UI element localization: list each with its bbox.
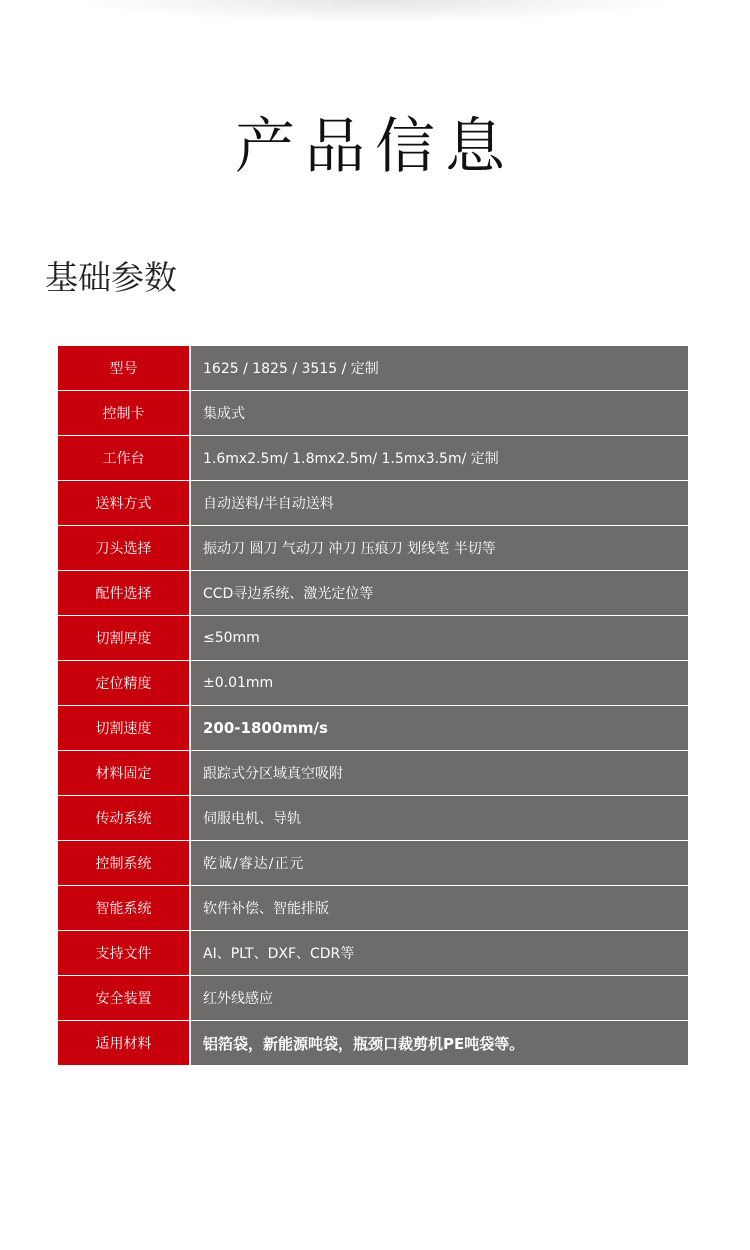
spec-row-cutting-speed xyxy=(58,706,688,750)
spec-row-accessories xyxy=(58,571,688,615)
spec-label: 支持文件 xyxy=(58,931,189,975)
spec-value: 跟踪式分区域真空吸附 xyxy=(191,751,688,795)
spec-value: 伺服电机、导轨 xyxy=(191,796,688,840)
spec-row-transmission-system xyxy=(58,796,688,840)
spec-value: ±0.01mm xyxy=(191,661,688,705)
spec-row-applicable-materials xyxy=(58,1021,688,1065)
spec-row-supported-files xyxy=(58,931,688,975)
spec-value: 1625 / 1825 / 3515 / 定制 xyxy=(191,346,688,390)
spec-row-intelligent-system xyxy=(58,886,688,930)
spec-label: 适用材料 xyxy=(58,1021,189,1065)
spec-label: 刀头选择 xyxy=(58,526,189,570)
spec-row-material-fixing xyxy=(58,751,688,795)
page-title: 产品信息 xyxy=(235,112,515,182)
spec-value: 乾诚/睿达/正元 xyxy=(191,841,688,885)
spec-label: 控制系统 xyxy=(58,841,189,885)
spec-label: 安全装置 xyxy=(58,976,189,1020)
spec-value: AI、PLT、DXF、CDR等 xyxy=(191,931,688,975)
spec-row-control-system xyxy=(58,841,688,885)
spec-row-tool-head xyxy=(58,526,688,570)
spec-label: 型号 xyxy=(58,346,189,390)
spec-row-control-card xyxy=(58,391,688,435)
spec-value: 集成式 xyxy=(191,391,688,435)
spec-label: 定位精度 xyxy=(58,661,189,705)
spec-value: ≤50mm xyxy=(191,616,688,660)
top-shadow-decoration xyxy=(90,0,660,22)
spec-value: 铝箔袋，新能源吨袋，瓶颈口裁剪机PE吨袋等。 xyxy=(191,1021,688,1065)
spec-value: 振动刀 圆刀 气动刀 冲刀 压痕刀 划线笔 半切等 xyxy=(191,526,688,570)
spec-label: 工作台 xyxy=(58,436,189,480)
spec-label: 配件选择 xyxy=(58,571,189,615)
spec-label: 切割厚度 xyxy=(58,616,189,660)
spec-value: 软件补偿、智能排版 xyxy=(191,886,688,930)
spec-value: 红外线感应 xyxy=(191,976,688,1020)
spec-value: 1.6mx2.5m/ 1.8mx2.5m/ 1.5mx3.5m/ 定制 xyxy=(191,436,688,480)
spec-row-feeding-method xyxy=(58,481,688,525)
spec-label: 送料方式 xyxy=(58,481,189,525)
spec-table xyxy=(58,346,688,1065)
spec-label: 控制卡 xyxy=(58,391,189,435)
spec-label: 切割速度 xyxy=(58,706,189,750)
spec-row-worktable xyxy=(58,436,688,480)
spec-value: 200-1800mm/s xyxy=(191,706,688,750)
spec-value: CCD寻边系统、激光定位等 xyxy=(191,571,688,615)
spec-row-safety-device xyxy=(58,976,688,1020)
spec-row-cutting-thickness xyxy=(58,616,688,660)
spec-row-model xyxy=(58,346,688,390)
spec-row-positioning-accuracy xyxy=(58,661,688,705)
section-title: 基础参数 xyxy=(45,258,177,297)
spec-label: 智能系统 xyxy=(58,886,189,930)
spec-label: 传动系统 xyxy=(58,796,189,840)
spec-value: 自动送料/半自动送料 xyxy=(191,481,688,525)
spec-label: 材料固定 xyxy=(58,751,189,795)
